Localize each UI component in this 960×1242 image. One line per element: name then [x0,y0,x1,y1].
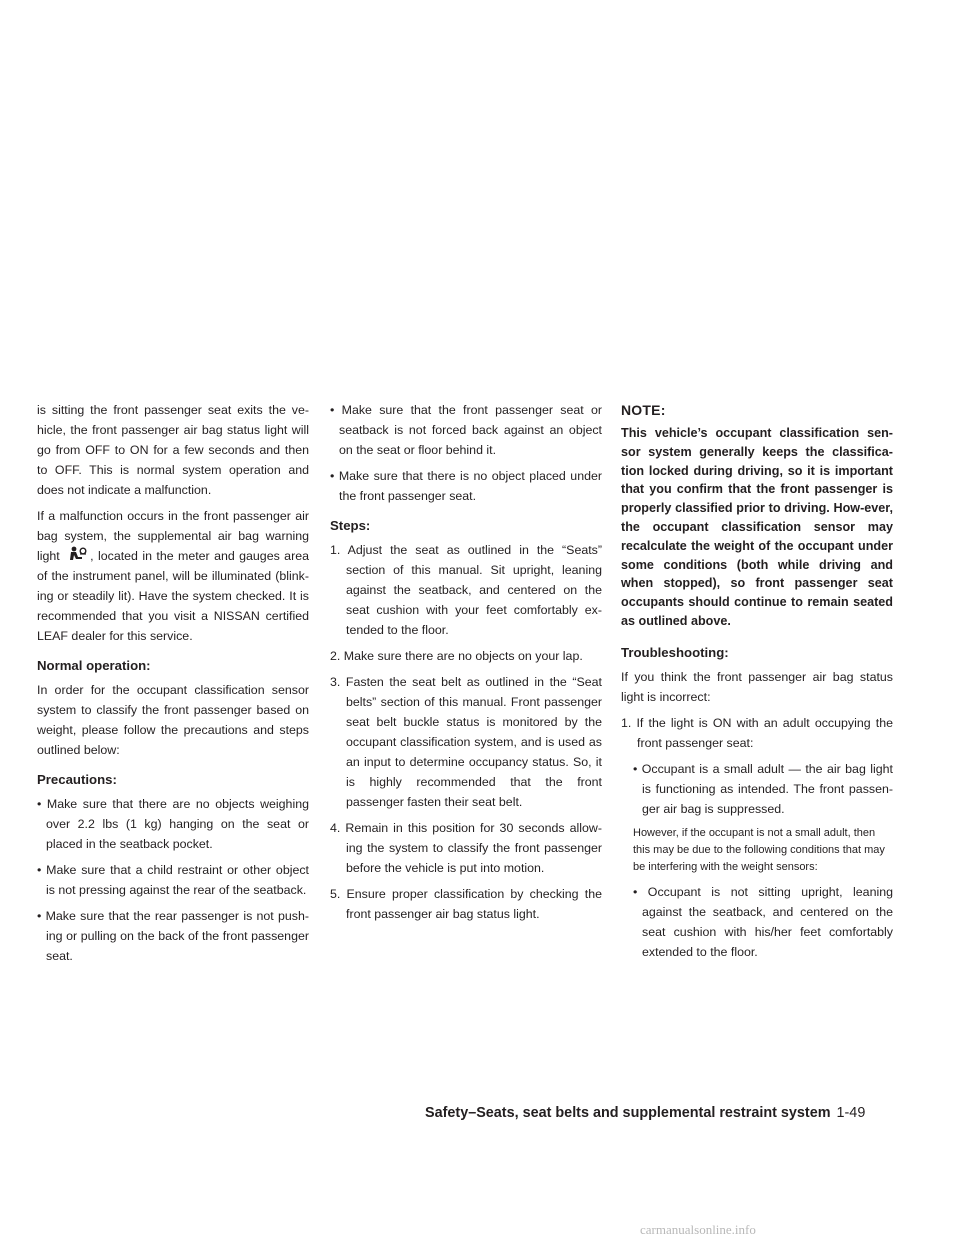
step-item: 1. Adjust the seat as outlined in the “Seats” section of this manual. Sit upright, leaning against the seatback, and centered on the seat cushion with your feet comfortably ex-tended to the floor. [330,543,602,637]
heading-troubleshooting: Troubleshooting: [621,644,729,660]
paragraph-intro: In order for the occupant classification sensor system to classify the front passenger based on weight, please follow the precautions and steps outlined below: [37,683,309,757]
page-footer [425,1105,945,1121]
heading-normal-operation: Normal operation: [37,658,151,673]
paragraph-malfunction: If a malfunction occurs in the front passenger air bag system, the supplemental air bag warning light , located in the meter and gauges area of the instrument panel, will be illuminated (blink-ing or steadily lit). Have the system checked. It is recommended that you visit a NISSAN certified LEAF dealer for this service. [37,509,309,643]
list-item: • Make sure that there is no object placed under the front passenger seat. [330,469,602,503]
heading-precautions: Precautions: [37,772,117,787]
paragraph-trouble-intro: If you think the front passenger air bag status light is incorrect: [621,669,893,704]
list-item: • Make sure that the rear passenger is not push-ing or pulling on the back of the front passenger seat. [37,909,309,963]
step-item: 5. Ensure proper classification by checking the front passenger air bag status light. [330,887,602,921]
column-middle [330,400,602,930]
paragraph-status-light: is sitting the front passenger seat exits the ve-hicle, the front passenger air bag status light will go from OFF to ON for a few seconds and then to OFF. This is normal system operation and does not indicate a malfunction. [37,403,309,497]
step-item: 2. Make sure there are no objects on your lap. [330,649,583,663]
page-number: 1-49 [836,1105,866,1121]
list-item: • Occupant is not sitting upright, leaning against the seatback, and centered on the seat cushion with his/her feet comfortably extended to the floor. [633,884,893,959]
column-left [37,400,309,972]
step-item: 4. Remain in this position for 30 seconds allow-ing the system to classify the front passenger before the vehicle is put into motion. [330,821,602,875]
airbag-warning-icon [64,546,90,562]
note-title: NOTE: [621,402,666,418]
section-title: Safety–Seats, seat belts and supplemental restraint system [425,1105,831,1121]
watermark: carmanualsonline.info [640,1222,756,1237]
list-item: • Make sure that the front passenger seat or seatback is not forced back against an object on the seat or floor behind it. [330,403,602,457]
step-item: 1. If the light is ON with an adult occupying the front passenger seat: [621,715,893,750]
column-right [621,400,893,968]
small-note: However, if the occupant is not a small adult, then this may be due to the following conditions that may be interfering with the weight sensors: [633,826,885,873]
heading-steps: Steps: [330,518,371,533]
list-item: • Make sure that there are no objects weighing over 2.2 lbs (1 kg) hanging on the seat or placed in the seatback pocket. [37,797,309,851]
note-body: This vehicle’s occupant classification sen-sor system generally keeps the classifica-tion locked during driving, so it is important that you confirm that the front passenger is properly classified prior to driving. How-ever, the occupant classification sensor may recalculate the weight of the occupant under some conditions (both while driving and when stopped), so front passenger seat occupants should continue to remain seated as outlined above. [621,426,893,628]
step-item: 3. Fasten the seat belt as outlined in the “Seat belts” section of this manual. Front passenger seat belt buckle status is monitored by the occupant classification system, and is used as an input to determine occupancy status. So, it is highly recommended that the front passenger fasten their seat belt. [330,675,602,809]
list-item: • Make sure that a child restraint or other object is not pressing against the rear of the seatback. [37,863,309,897]
list-item: • Occupant is a small adult — the air bag light is functioning as intended. The front passen-ger air bag is suppressed. [633,761,893,816]
